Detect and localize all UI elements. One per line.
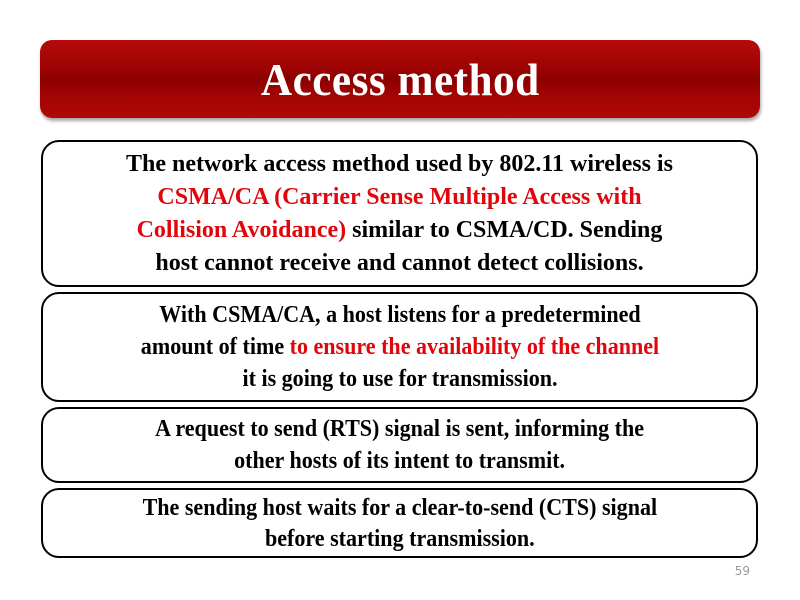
text-line (126, 181, 673, 214)
text-line (142, 492, 657, 523)
text-line (126, 148, 673, 181)
text-line (142, 523, 657, 554)
text-line (155, 413, 644, 445)
text-segment: A request to send (RTS) signal is sent, informing the (155, 415, 644, 442)
text-line (126, 247, 673, 280)
text-segment: host cannot receive and cannot detect collisions. (155, 249, 644, 276)
text-segment: similar to CSMA/CD. Sending (346, 216, 663, 243)
text-line (140, 299, 658, 331)
text-box-channel-listening (41, 292, 758, 402)
text-line (140, 363, 658, 395)
text-segment: amount of time (140, 333, 290, 360)
text-box-cts-signal (41, 488, 758, 558)
text-box-rts-signal (41, 407, 758, 483)
text-line (155, 445, 644, 477)
text-segment: With CSMA/CA, a host listens for a predetermined (158, 301, 641, 328)
slide-title: Access method (260, 53, 540, 105)
text-line (126, 214, 673, 247)
text-box-csma-ca-definition (41, 140, 758, 287)
text-segment: other hosts of its intent to transmit. (234, 447, 565, 474)
highlighted-text-segment: CSMA/CA (Carrier Sense Multiple Access with (157, 183, 642, 210)
text-segment: it is going to use for transmission. (241, 365, 558, 392)
text-line (140, 331, 658, 363)
title-banner (40, 40, 760, 118)
page-number: 59 (734, 564, 750, 578)
text-segment: The sending host waits for a clear-to-send (CTS) signal (142, 494, 657, 521)
text-segment: The network access method used by 802.11 wireless is (126, 150, 673, 177)
text-segment: before starting transmission. (264, 525, 535, 552)
highlighted-text-segment: Collision Avoidance) (136, 216, 347, 243)
highlighted-text-segment: to ensure the availability of the channel (289, 333, 659, 360)
